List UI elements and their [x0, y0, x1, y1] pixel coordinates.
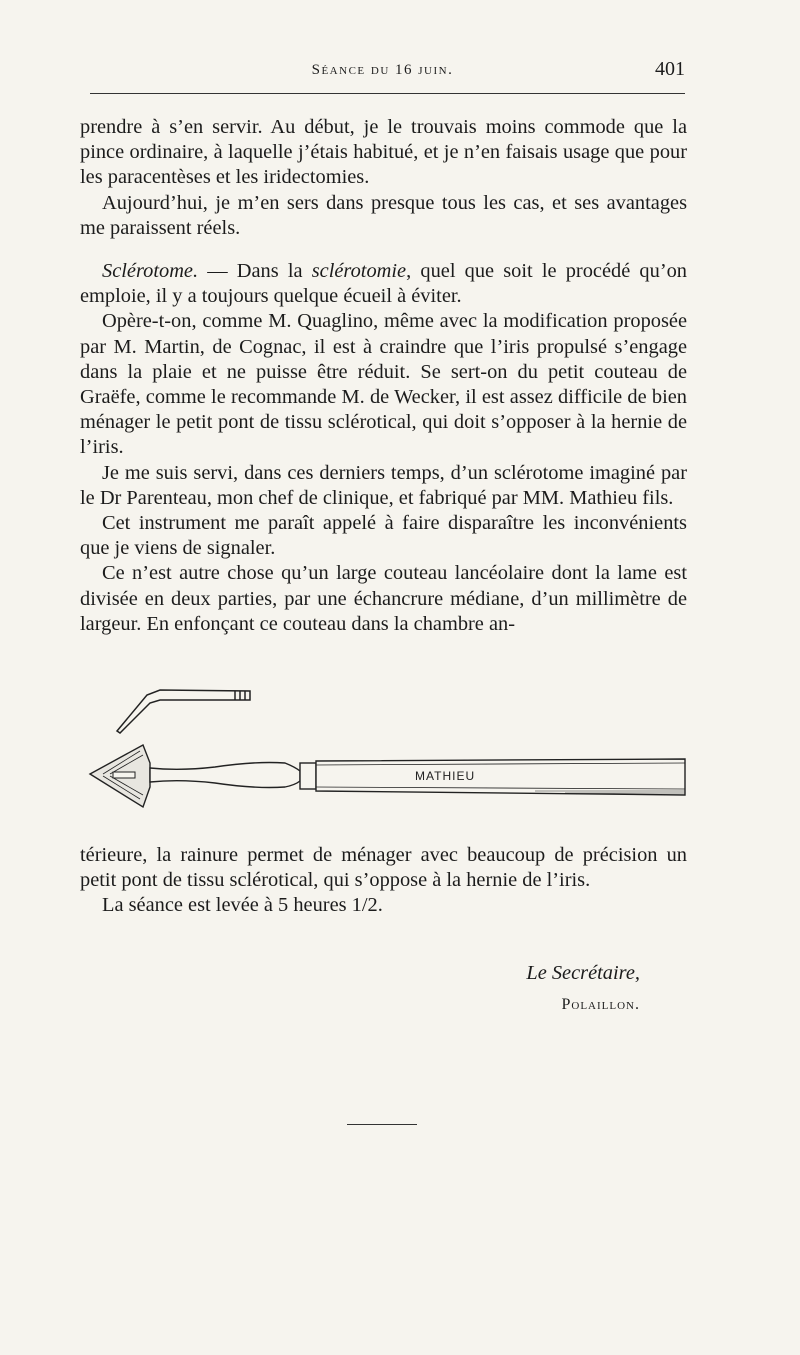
signature-name: Polaillon. [561, 996, 640, 1013]
header-rule [90, 93, 685, 94]
blade-side-view [117, 690, 250, 733]
inline-text: , quel que soit le procédé qu’on emploie, il y a toujours quelque écueil à éviter. [80, 260, 687, 308]
paragraph-sclerotome [80, 259, 687, 309]
sclerotome-drawing [85, 683, 690, 818]
text-block-top [80, 115, 687, 241]
paragraph: Ce n’est autre chose qu’un large couteau lancéolaire dont la lame est divisée en deux parties, par une échancrure médiane, d’un millimètre de largeur. En enfonçant ce couteau dans la chambre an- [80, 562, 687, 635]
text-block-sclerotome [80, 259, 687, 637]
paragraph: La séance est levée à 5 heures 1/2. [102, 894, 383, 917]
paragraph: Opère-t-on, comme M. Quaglino, même avec la modification proposée par M. Martin, de Cognac, il est à craindre que l’iris propulsé s’engage dans la plaie et ne puisse être réduit. Se sert-on du petit couteau de Graëfe, comme le recommande M. de Wecker, il est assez difficile de bien ménager le petit pont de tissu sclérotical, qui doit s’opposer à la hernie de l’iris. [80, 310, 687, 459]
sclerotome-main-view [90, 745, 685, 807]
italic-term: sclérotomie [311, 260, 407, 282]
paragraph: térieure, la rainure permet de ménager avec beaucoup de précision un petit pont de tissu sclérotical, qui s’oppose à la hernie de l’iris. [80, 844, 687, 892]
inline-text: — Dans la [198, 260, 312, 282]
section-label: Sclérotome. [102, 260, 199, 282]
running-title: Séance du 16 juin. [311, 62, 454, 78]
end-rule [347, 1124, 417, 1125]
page-number: 401 [655, 58, 685, 80]
signature-title: Le Secrétaire, [526, 962, 640, 984]
handle-maker-mark: MATHIEU [415, 769, 476, 783]
paragraph: Cet instrument me paraît appelé à faire disparaître les inconvénients que je viens de signaler. [80, 512, 687, 560]
paragraph: Aujourd’hui, je m’en sers dans presque tous les cas, et ses avantages me paraissent réels. [80, 191, 687, 239]
paragraph: prendre à s’en servir. Au début, je le trouvais moins commode que la pince ordinaire, à laquelle j’étais habitué, et je n’en faisais usage que pour les paracentèses et les iridectomies. [80, 116, 687, 189]
paragraph: Je me suis servi, dans ces derniers temps, d’un sclérotome imaginé par le Dr Parenteau, mon chef de clinique, et fabriqué par MM. Mathieu fils. [80, 461, 687, 509]
text-block-bottom [80, 843, 687, 919]
running-head [80, 58, 685, 88]
sclerotome-illustration [85, 683, 690, 818]
